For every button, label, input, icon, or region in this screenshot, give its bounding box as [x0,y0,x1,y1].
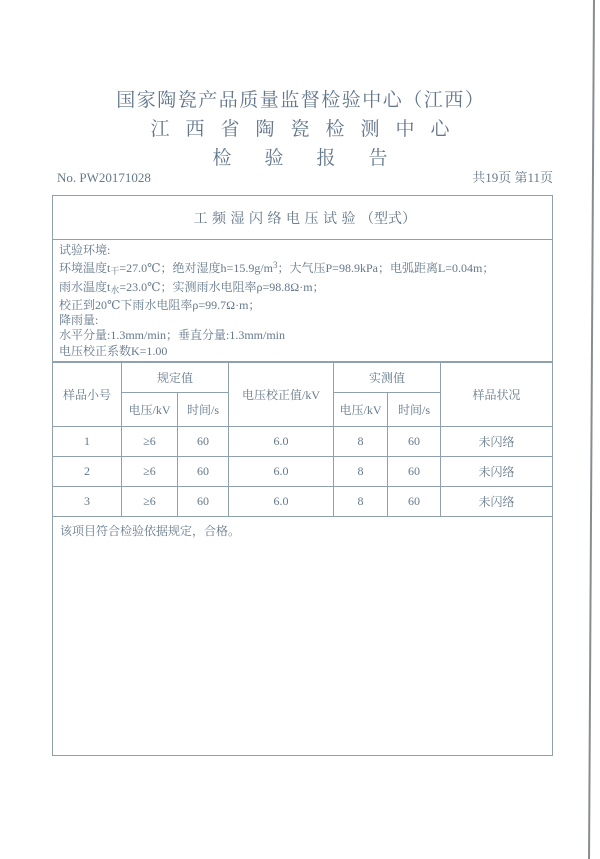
cell-spec-time: 60 [178,427,229,457]
header-specified-group: 规定值 [122,363,229,393]
cell-condition: 未闪络 [441,427,553,457]
env-pressure-text: ；大气压P=98.9kPa；电弧距离L=0.04m； [277,261,495,276]
header-meas-voltage-unit: 电压/kV [334,393,388,427]
cell-corrected-voltage: 6.0 [229,427,334,457]
test-title-suffix: （型式） [360,211,416,227]
header-voltage-correction: 电压校正值/kV [229,363,334,427]
cell-meas-voltage: 8 [334,427,388,457]
env-components-line: 水平分量:1.3mm/min；垂直分量:1.3mm/min [59,328,286,343]
cell-spec-time: 60 [178,487,229,517]
cell-sample-no: 2 [53,457,122,487]
cell-sample-no: 1 [53,427,122,457]
page-info: 共19页 第11页 [472,170,553,185]
table-row [53,427,553,457]
center-name-heading: 江西省陶瓷检测中心 [150,119,466,140]
cell-sample-no: 3 [53,487,122,517]
env-temp-text: 环境温度t [59,261,111,276]
cell-spec-time: 60 [178,457,229,487]
header-sample-no: 样品小号 [53,363,122,427]
header-measured-group: 实测值 [334,363,441,393]
cell-meas-time: 60 [388,457,441,487]
cell-spec-voltage: ≥6 [122,487,178,517]
env-rain-subscript: 水 [110,284,120,295]
results-table [52,362,553,517]
table-row [53,457,553,487]
cell-corrected-voltage: 6.0 [229,487,334,517]
test-environment-section [53,240,552,362]
table-header-row-1 [53,363,553,393]
test-report-box [52,195,553,756]
env-heading: 试验环境: [59,243,111,257]
header-sample-condition: 样品状况 [441,363,553,427]
env-temperature-line [59,258,546,279]
env-rain-temp-text: 雨水温度t [59,279,111,294]
env-k-line: 电压校正系数K=1.00 [59,343,168,358]
env-resistivity-text: =23.0℃；实测雨水电阻率ρ=98.8Ω·m； [119,279,325,294]
header-spec-time-unit: 时间/s [178,393,229,427]
cell-spec-voltage: ≥6 [122,427,178,457]
env-rainwater-line [59,280,546,298]
report-meta-row [52,167,553,186]
env-corrected-line: 校正到20℃下雨水电阻率ρ=99.7Ω·m； [59,297,261,312]
cell-condition: 未闪络 [441,487,553,517]
cell-meas-voltage: 8 [334,487,388,517]
test-title-main: 工频湿闪络电压试验 [193,211,360,227]
conclusion-text: 该项目符合检验依据规定，合格。 [60,524,241,539]
org-name-heading: 国家陶瓷产品质量监督检验中心（江西） [116,90,486,111]
cell-condition: 未闪络 [441,457,553,487]
table-row [53,487,553,517]
cell-spec-voltage: ≥6 [122,457,178,487]
header-meas-time-unit: 时间/s [388,393,441,427]
cell-meas-time: 60 [388,427,441,457]
report-type-heading: 检验报告 [212,148,421,169]
cell-meas-time: 60 [388,487,441,517]
env-temp-subscript: 干 [110,266,120,277]
env-cubed-superscript: 3 [273,260,278,271]
report-number: No. PW20171028 [57,170,151,185]
env-humidity-text: =27.0℃；绝对湿度h=15.9g/m [119,261,273,276]
env-rainfall-heading: 降雨量: [59,313,99,328]
header-spec-voltage-unit: 电压/kV [122,393,178,427]
cell-meas-voltage: 8 [334,457,388,487]
cell-corrected-voltage: 6.0 [229,457,334,487]
test-title [53,196,552,240]
